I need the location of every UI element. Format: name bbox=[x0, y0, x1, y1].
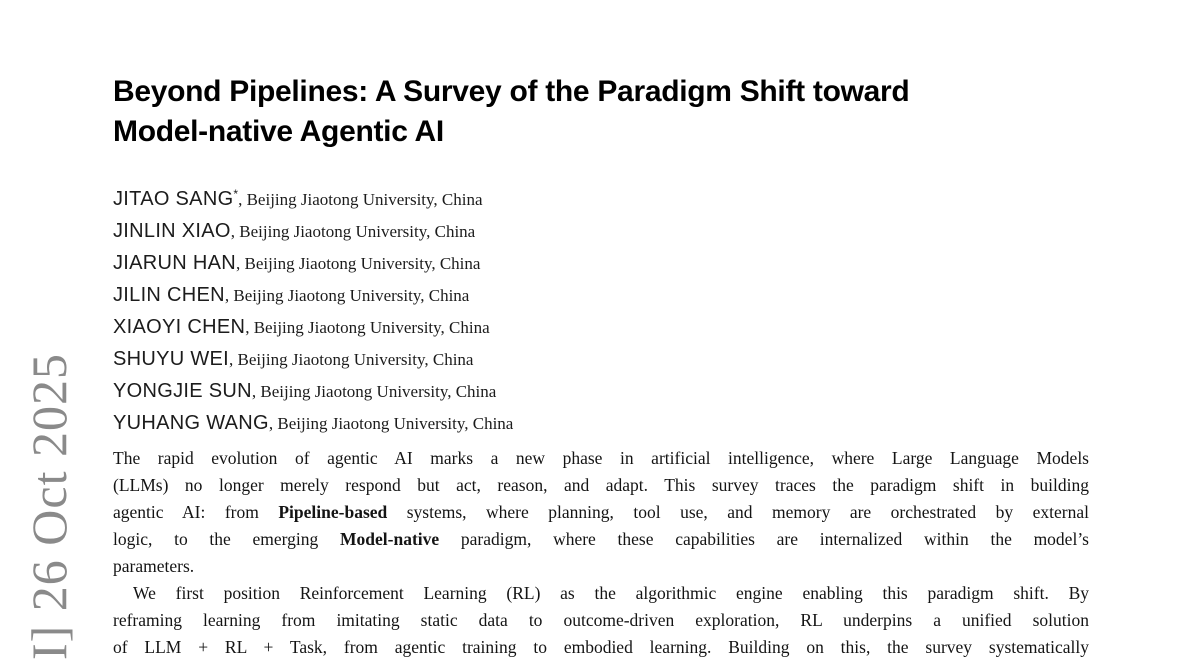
paper-title-line-1: Beyond Pipelines: A Survey of the Paradigm Shift toward bbox=[113, 75, 910, 108]
author-row bbox=[113, 274, 1089, 306]
author-row bbox=[113, 178, 1089, 210]
author-name: JIARUN HAN bbox=[113, 252, 237, 274]
author-row bbox=[113, 370, 1089, 402]
author-name: XIAOYI CHEN bbox=[113, 316, 246, 338]
author-list bbox=[113, 178, 1089, 434]
paper-title bbox=[113, 72, 1089, 152]
abstract-line: The rapid evolution of agentic AI marks a new phase in artificial intelligence, where Large Language Models bbox=[113, 448, 1089, 468]
arxiv-sidebar-stamp: I] 26 Oct 2025 bbox=[21, 353, 77, 660]
abstract-text: logic, to the emerging bbox=[113, 529, 341, 549]
paper-content bbox=[113, 72, 1089, 661]
author-name: SHUYU WEI bbox=[113, 348, 230, 370]
author-name: YONGJIE SUN bbox=[113, 380, 252, 402]
abstract-line: (LLMs) no longer merely respond but act, reason, and adapt. This survey traces the paradigm shift in building bbox=[113, 475, 1089, 495]
abstract-bold-term: Pipeline-based bbox=[278, 502, 388, 522]
abstract-line: parameters. bbox=[113, 556, 195, 576]
author-name: JILIN CHEN bbox=[113, 284, 225, 306]
author-row bbox=[113, 402, 1089, 434]
author-affiliation: , Beijing Jiaotong University, China bbox=[245, 318, 490, 337]
author-name: JINLIN XIAO bbox=[113, 220, 231, 242]
author-row bbox=[113, 306, 1089, 338]
author-name: JITAO SANG bbox=[113, 188, 234, 210]
abstract bbox=[113, 445, 1089, 661]
abstract-text: systems, where planning, tool use, and memory are orchestrated by external bbox=[387, 502, 1089, 522]
author-affiliation: , Beijing Jiaotong University, China bbox=[224, 286, 470, 305]
author-affiliation: , Beijing Jiaotong University, China bbox=[230, 222, 476, 241]
paper-title-line-2: Model-native Agentic AI bbox=[113, 115, 444, 148]
author-affiliation: , Beijing Jiaotong University, China bbox=[236, 254, 481, 273]
author-affiliation: , Beijing Jiaotong University, China bbox=[238, 190, 483, 209]
author-row bbox=[113, 210, 1089, 242]
abstract-bold-term: Model-native bbox=[340, 529, 440, 549]
author-row bbox=[113, 242, 1089, 274]
abstract-line: reframing learning from imitating static data to outcome-driven exploration, RL underpins a unified solution bbox=[113, 610, 1089, 630]
abstract-text: agentic AI: from bbox=[113, 502, 279, 522]
abstract-line: of LLM + RL + Task, from agentic training to embodied learning. Building on this, the survey systematically bbox=[113, 637, 1089, 657]
author-footnote-mark: * bbox=[233, 187, 239, 201]
abstract-line bbox=[113, 526, 1089, 553]
author-name: YUHANG WANG bbox=[113, 412, 269, 434]
abstract-line bbox=[113, 499, 1089, 526]
author-affiliation: , Beijing Jiaotong University, China bbox=[268, 414, 514, 433]
author-affiliation: , Beijing Jiaotong University, China bbox=[251, 382, 497, 401]
author-row bbox=[113, 338, 1089, 370]
abstract-text: paradigm, where these capabilities are internalized within the model’s bbox=[439, 529, 1089, 549]
abstract-line: We first position Reinforcement Learning (RL) as the algorithmic engine enabling this paradigm shift. By bbox=[133, 583, 1089, 603]
author-affiliation: , Beijing Jiaotong University, China bbox=[229, 350, 474, 369]
